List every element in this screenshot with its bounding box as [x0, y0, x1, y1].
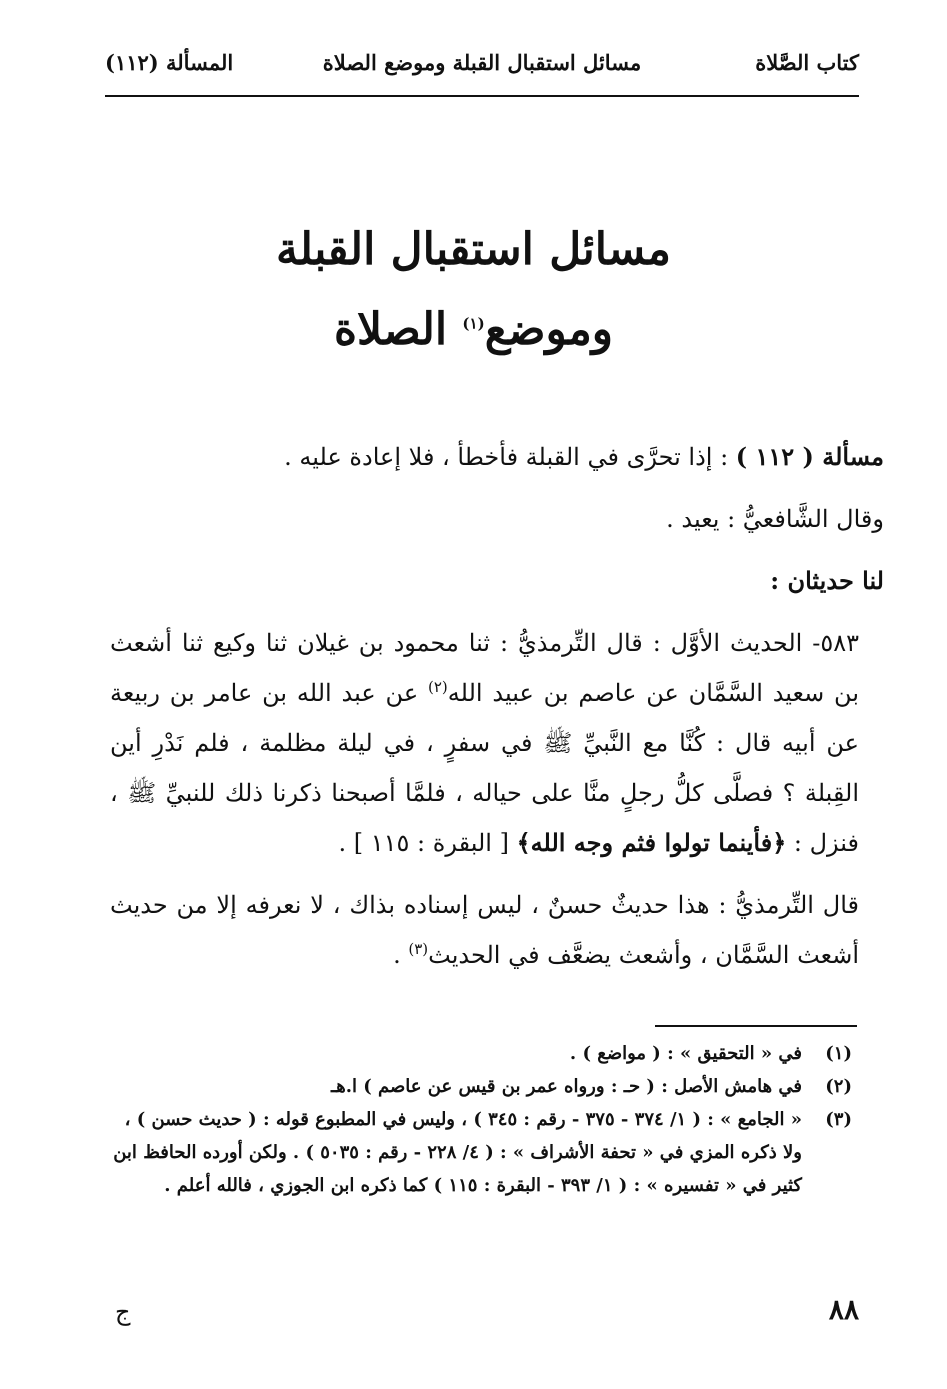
header-rule: [105, 95, 859, 97]
footnote-number: (٣): [825, 1109, 852, 1130]
tirmidhi-comment: [110, 880, 859, 980]
footnote-ref: (١): [462, 314, 485, 333]
main-text: [110, 432, 884, 992]
footnote-text: في هامش الأصل : ( حـ : ورواه عمر بن قيس عن عاصم ) ا.هـ: [330, 1076, 802, 1097]
quran-reference: [ البقرة : ١١٥ ] .: [338, 829, 517, 857]
title-word: وموضع: [484, 304, 614, 355]
evidence-heading: لنا حديثان :: [770, 566, 884, 595]
chapter-title: مسائل استقبال القبلة وموضع الصلاة: [322, 50, 642, 75]
hadith-583: [110, 618, 859, 868]
footnote-number: (١): [825, 1043, 852, 1064]
comment-end: .: [393, 941, 409, 969]
footnote: [110, 1037, 852, 1070]
title-word: الصلاة: [333, 304, 448, 355]
signature-mark: ج: [115, 1298, 131, 1326]
issue-text: : إذا تحرَّى في القبلة فأخطأ ، فلا إعادة عليه .: [284, 443, 736, 471]
comment-text: قال التِّرمذيُّ : هذا حديثٌ حسنٌ ، ليس إسناده بذاك ، لا نعرفه إلا من حديث أشعث السَّمَّان ، وأشعث يضعَّف في الحديث: [110, 891, 859, 969]
footnote: [110, 1070, 852, 1103]
footnote-number: (٢): [825, 1076, 852, 1097]
shafii-opinion: وقال الشَّافعيُّ : يعيد .: [666, 505, 884, 533]
footnotes: [110, 1037, 852, 1202]
issue-statement: [110, 432, 884, 482]
issue-number: المسألة (١١٢): [105, 50, 234, 75]
footnote-text: في « التحقيق » : ( مواضع ) .: [569, 1043, 802, 1064]
running-head: [105, 50, 859, 90]
title-line-1: مسائل استقبال القبلة: [275, 224, 672, 275]
page-number: ٨٨: [828, 1293, 859, 1326]
footnote-text: « الجامع » : ( ١/ ٣٧٤ - ٣٧٥ - رقم : ٣٤٥ ) ، وليس في المطبوع قوله : ( حديث حسن ) ، ولا ذكره المزي في « تحفة الأشراف » : ( ٤/ ٢٢٨ - رقم : ٥٠٣٥ ) . ولكن أورده الحافظ ابن كثير في « تفسيره » : ( ١/ ٣٩٣ - البقرة : ١١٥ ) كما ذكره ابن الجوزي ، فالله أعلم .: [113, 1109, 802, 1196]
issue-label: مسألة ( ١١٢ ): [735, 442, 884, 471]
hadith-text-b: عن عبد الله بن عامر بن ربيعة عن أبيه قال : كُنَّا مع النَّبيِّ ﷺ في سفرٍ ، في ليلة مظلمة ، فلم نَدْرِ أين القِبلة ؟ فصلَّى كلُّ رجلٍ منَّا على حياله ، فلمَّا أصبحنا ذكرنا ذلك للنبيِّ ﷺ ، فنزل :: [110, 679, 859, 857]
hadith-text-a: ٥٨٣- الحديث الأوَّل : قال التِّرمذيُّ : ثنا محمود بن غيلان ثنا وكيع ثنا أشعث بن سعيد السَّمَّان عن عاصم بن عبيد الله: [110, 629, 860, 707]
footnote-rule: [655, 1025, 857, 1027]
title-line-2: [0, 290, 947, 370]
section-title: [0, 210, 947, 370]
book-title: كتاب الصَّلاة: [755, 50, 859, 75]
quran-verse: ﴿فأينما تولوا فثم وجه الله﴾: [516, 828, 787, 857]
footnote: [110, 1103, 852, 1202]
footnote-ref: (٣): [408, 940, 429, 958]
footnote-ref: (٢): [427, 678, 448, 696]
